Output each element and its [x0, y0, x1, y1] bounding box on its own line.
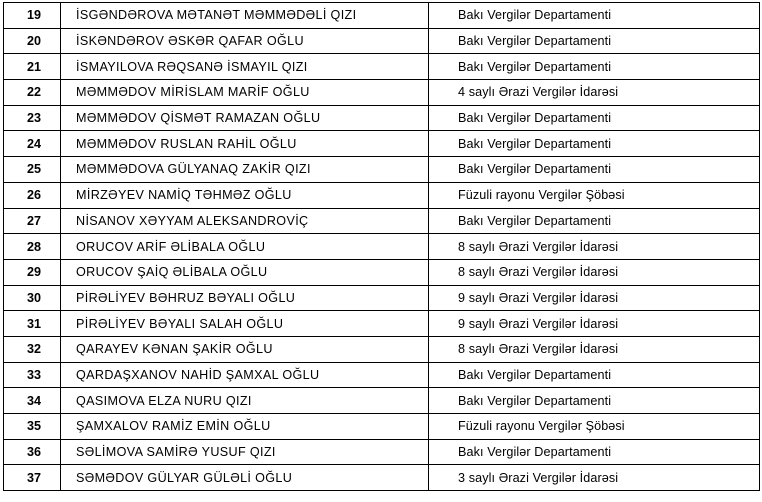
row-number: 32 [4, 336, 61, 362]
person-name: ORUCOV ARİF ƏLİBALA OĞLU [61, 234, 429, 260]
table-row [4, 259, 760, 285]
person-name: SƏMƏDOV GÜLYAR GÜLƏLİ OĞLU [61, 465, 429, 491]
person-name: QARAYEV KƏNAN ŞAKİR OĞLU [61, 336, 429, 362]
tax-department: 8 saylı Ərazi Vergilər İdarəsi [429, 234, 760, 260]
person-name: MƏMMƏDOV RUSLAN RAHİL OĞLU [61, 131, 429, 157]
table-row [4, 157, 760, 183]
person-name: SƏLİMOVA SAMİRƏ YUSUF QIZI [61, 439, 429, 465]
row-number: 29 [4, 259, 61, 285]
tax-department: Bakı Vergilər Departamenti [429, 105, 760, 131]
registry-table [3, 2, 760, 491]
row-number: 25 [4, 157, 61, 183]
row-number: 27 [4, 208, 61, 234]
row-number: 23 [4, 105, 61, 131]
table-row [4, 208, 760, 234]
row-number: 21 [4, 54, 61, 80]
table-row [4, 182, 760, 208]
tax-department: Füzuli rayonu Vergilər Şöbəsi [429, 182, 760, 208]
row-number: 33 [4, 362, 61, 388]
row-number: 36 [4, 439, 61, 465]
tax-department: Bakı Vergilər Departamenti [429, 388, 760, 414]
tax-department: 3 saylı Ərazi Vergilər İdarəsi [429, 465, 760, 491]
tax-department: Bakı Vergilər Departamenti [429, 131, 760, 157]
person-name: PİRƏLİYEV BƏHRUZ BƏYALI OĞLU [61, 285, 429, 311]
table-row [4, 388, 760, 414]
person-name: İSMAYILOVA RƏQSANƏ İSMAYIL QIZI [61, 54, 429, 80]
row-number: 19 [4, 3, 61, 29]
tax-department: 9 saylı Ərazi Vergilər İdarəsi [429, 311, 760, 337]
table-row [4, 311, 760, 337]
person-name: QASIMOVA ELZA NURU QIZI [61, 388, 429, 414]
row-number: 26 [4, 182, 61, 208]
tax-department: Bakı Vergilər Departamenti [429, 362, 760, 388]
row-number: 31 [4, 311, 61, 337]
row-number: 34 [4, 388, 61, 414]
table-row [4, 80, 760, 106]
registry-table-body [4, 3, 760, 491]
row-number: 22 [4, 80, 61, 106]
person-name: MİRZƏYEV NAMİQ TƏHMƏZ OĞLU [61, 182, 429, 208]
table-row [4, 54, 760, 80]
table-row [4, 414, 760, 440]
person-name: MƏMMƏDOV QİSMƏT RAMAZAN OĞLU [61, 105, 429, 131]
tax-department: 4 saylı Ərazi Vergilər İdarəsi [429, 80, 760, 106]
row-number: 30 [4, 285, 61, 311]
row-number: 28 [4, 234, 61, 260]
person-name: ORUCOV ŞAİQ ƏLİBALA OĞLU [61, 259, 429, 285]
row-number: 24 [4, 131, 61, 157]
tax-department: Bakı Vergilər Departamenti [429, 3, 760, 29]
tax-department: Bakı Vergilər Departamenti [429, 54, 760, 80]
tax-department: 8 saylı Ərazi Vergilər İdarəsi [429, 259, 760, 285]
row-number: 37 [4, 465, 61, 491]
table-row [4, 285, 760, 311]
row-number: 20 [4, 28, 61, 54]
row-number: 35 [4, 414, 61, 440]
table-row [4, 362, 760, 388]
person-name: QARDAŞXANOV NAHİD ŞAMXAL OĞLU [61, 362, 429, 388]
table-row [4, 336, 760, 362]
tax-department: 9 saylı Ərazi Vergilər İdarəsi [429, 285, 760, 311]
table-row [4, 439, 760, 465]
tax-department: Bakı Vergilər Departamenti [429, 28, 760, 54]
tax-department: 8 saylı Ərazi Vergilər İdarəsi [429, 336, 760, 362]
table-row [4, 105, 760, 131]
tax-department: Bakı Vergilər Departamenti [429, 208, 760, 234]
tax-department: Bakı Vergilər Departamenti [429, 157, 760, 183]
person-name: NİSANOV XƏYYAM ALEKSANDROVİÇ [61, 208, 429, 234]
table-row [4, 28, 760, 54]
person-name: İSKƏNDƏROV ƏSKƏR QAFAR OĞLU [61, 28, 429, 54]
tax-department: Bakı Vergilər Departamenti [429, 439, 760, 465]
table-row [4, 3, 760, 29]
person-name: ŞAMXALOV RAMİZ EMİN OĞLU [61, 414, 429, 440]
table-row [4, 131, 760, 157]
person-name: PİRƏLİYEV BƏYALI SALAH OĞLU [61, 311, 429, 337]
tax-department: Füzuli rayonu Vergilər Şöbəsi [429, 414, 760, 440]
person-name: MƏMMƏDOVA GÜLYANAQ ZAKİR QIZI [61, 157, 429, 183]
table-row [4, 465, 760, 491]
person-name: İSGƏNDƏROVA MƏTANƏT MƏMMƏDƏLİ QIZI [61, 3, 429, 29]
person-name: MƏMMƏDOV MİRİSLAM MARİF OĞLU [61, 80, 429, 106]
table-row [4, 234, 760, 260]
